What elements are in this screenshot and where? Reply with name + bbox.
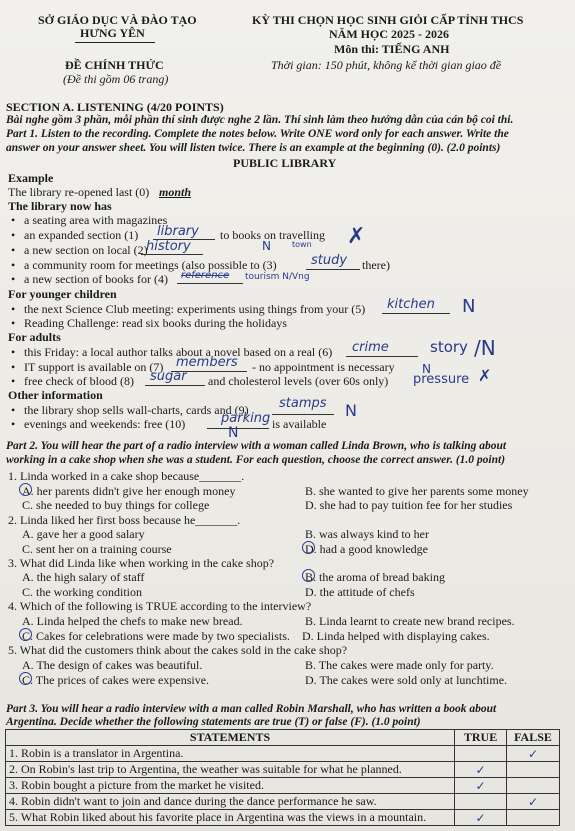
statement-text: 2. On Robin's last trip to Argentina, the weather was suitable for what he planned. — [6, 762, 455, 778]
header-official: ĐỀ CHÍNH THỨC — [65, 58, 164, 72]
answer-circle — [19, 483, 32, 496]
option[interactable]: D. had a good knowledge — [305, 542, 428, 556]
false-cell[interactable] — [507, 810, 560, 826]
option[interactable]: A. Linda helped the chefs to make new bread. — [22, 614, 243, 628]
true-cell[interactable] — [455, 746, 507, 762]
note-item: • Reading Challenge: read six books during the holidays — [24, 316, 287, 331]
handwritten-answer: crime — [352, 340, 389, 355]
option[interactable]: A. her parents didn't give her enough money — [22, 484, 236, 498]
note-item-post: - no appointment is necessary — [252, 360, 395, 374]
margin-note: pressure — [413, 372, 470, 387]
note-item-post: and cholesterol levels (over 60s only) — [208, 374, 389, 388]
header-exam-name: KỲ THI CHỌN HỌC SINH GIỎI CẤP TỈNH THCS — [252, 13, 524, 27]
option[interactable]: C. The prices of cakes were expensive. — [22, 673, 210, 687]
false-cell[interactable] — [507, 778, 560, 794]
note-item-post: to books on travelling — [220, 228, 325, 242]
part2-instruction-2: working in a cake shop when she was a student. For each question, choose the correct answer. (1.0 point) — [6, 454, 506, 466]
answer-circle — [19, 672, 32, 685]
table-row — [6, 794, 560, 810]
answer-circle — [302, 541, 315, 554]
table-header-row — [6, 730, 560, 746]
margin-note: N — [228, 425, 239, 441]
option[interactable]: C. the working condition — [22, 585, 142, 599]
true-cell[interactable]: ✓ — [455, 810, 507, 826]
question: 5. What did the customers think about the cakes sold in the cake shop? — [8, 643, 348, 657]
header-time: Thời gian: 150 phút, không kể thời gian giao đề — [271, 58, 502, 72]
notes-title: PUBLIC LIBRARY — [233, 156, 337, 170]
note-item: • the next Science Club meeting: experiments using things from your (5) — [24, 302, 365, 317]
option[interactable]: D. Linda helped with displaying cakes. — [302, 629, 490, 643]
pen-n-mark: /N — [474, 336, 496, 360]
handwritten-answer: stamps — [279, 396, 327, 411]
margin-note: N — [422, 362, 431, 376]
example-answer: month — [159, 185, 192, 199]
handwritten-answer: library — [157, 224, 199, 239]
header-school-year: NĂM HỌC 2025 - 2026 — [329, 27, 449, 41]
note-item-post: there) — [362, 258, 390, 272]
header-subject: Môn thi: TIẾNG ANH — [334, 42, 450, 56]
part1-instruction-2: answer on your answer sheet. You will listen twice. There is an example at the beginning (0). (2.0 points) — [6, 142, 501, 154]
other-label: Other information — [8, 388, 103, 402]
header-province: HƯNG YÊN — [80, 26, 145, 40]
note-item: • the library shop sells wall-charts, cards and (9) — [24, 403, 249, 418]
answer-blank[interactable] — [382, 313, 450, 314]
answer-blank[interactable] — [272, 414, 334, 415]
adults-label: For adults — [8, 330, 61, 344]
answer-blank[interactable] — [306, 269, 360, 270]
header-false: FALSE — [507, 730, 560, 746]
header-true: TRUE — [455, 730, 507, 746]
note-item: • a new section of books for (4) — [24, 272, 168, 287]
note-item: • a new section on local (2) — [24, 243, 148, 258]
example-label: Example — [8, 171, 54, 185]
table-row — [6, 778, 560, 794]
option[interactable]: D. she had to pay tuition fee for her studies — [305, 498, 513, 512]
header-divider — [75, 42, 155, 43]
section-title: SECTION A. LISTENING (4/20 POINTS) — [6, 100, 224, 114]
margin-note: town — [292, 240, 312, 249]
handwritten-answer: parking — [221, 411, 271, 426]
header-pages: (Đề thi gồm 06 trang) — [63, 72, 169, 86]
handwritten-answer: members — [176, 355, 238, 370]
margin-note: N — [345, 401, 357, 420]
answer-blank[interactable] — [141, 254, 203, 255]
handwritten-answer: kitchen — [387, 297, 435, 312]
option[interactable]: B. Linda learnt to create new brand recipes. — [305, 614, 515, 628]
false-cell[interactable] — [507, 762, 560, 778]
handwritten-answer: history — [146, 239, 191, 254]
pen-x-mark: ✗ — [478, 366, 492, 385]
option[interactable]: D. the attitude of chefs — [305, 585, 415, 599]
handwritten-answer: study — [311, 253, 348, 268]
option[interactable]: A. The design of cakes was beautiful. — [22, 658, 203, 672]
part3-instruction-2: Argentina. Decide whether the following statements are true (T) or false (F). (1.0 point) — [6, 716, 421, 728]
margin-note: story — [430, 338, 468, 356]
margin-note: tourism N/Vng — [245, 272, 310, 282]
answer-circle — [19, 628, 32, 641]
note-item: • a community room for meetings (also possible to (3) — [24, 258, 277, 273]
answer-circle — [302, 569, 315, 582]
note-item: • evenings and weekends: free (10) — [24, 417, 185, 432]
younger-label: For younger children — [8, 287, 117, 301]
option[interactable]: A. the high salary of staff — [22, 570, 145, 584]
question: 4. Which of the following is TRUE according to the interview? — [8, 599, 312, 613]
statement-text: 3. Robin bought a picture from the market he visited. — [6, 778, 455, 794]
true-cell[interactable] — [455, 794, 507, 810]
part2-instruction-1: Part 2. You will hear the part of a radio interview with a woman called Linda Brown, who is talking about — [6, 440, 507, 452]
note-item: • free check of blood (8) — [24, 374, 134, 389]
option[interactable]: C. sent her on a training course — [22, 542, 172, 556]
margin-note: N — [262, 239, 271, 253]
false-cell[interactable]: ✓ — [507, 794, 560, 810]
section-intro: Bài nghe gồm 3 phần, mỗi phần thí sinh được nghe 2 lần. Thí sinh làm theo hướng dẫn của cán bộ coi thi. — [6, 114, 514, 126]
table-row — [6, 746, 560, 762]
handwritten-answer: sugar — [150, 369, 187, 384]
note-item: • an expanded section (1) — [24, 228, 138, 243]
option[interactable]: B. was always kind to her — [305, 527, 429, 541]
now-has-label: The library now has — [8, 199, 112, 213]
table-row — [6, 810, 560, 826]
note-item: • this Friday: a local author talks about a novel based on a real (6) — [24, 345, 332, 360]
statements-table — [5, 729, 560, 826]
part1-instruction-1: Part 1. Listen to the recording. Complete the notes below. Write ONE word only for each answer. Write the — [6, 128, 509, 140]
question: 2. Linda liked her first boss because he_______. — [8, 513, 241, 527]
statement-text: 5. What Robin liked about his favorite place in Argentina was the views in a mountain. — [6, 810, 455, 826]
option[interactable]: B. The cakes were made only for party. — [305, 658, 494, 672]
handwritten-answer: reference — [181, 270, 230, 281]
pen-x-mark: ✗ — [347, 224, 366, 249]
table-row — [6, 762, 560, 778]
note-item: • IT support is available on (7) — [24, 360, 163, 375]
question: 3. What did Linda like when working in the cake shop? — [8, 556, 275, 570]
option[interactable]: A. gave her a good salary — [22, 527, 145, 541]
statement-text: 4. Robin didn't want to join and dance during the dance performance he saw. — [6, 794, 455, 810]
option[interactable]: C. Cakes for celebrations were made by two specialists. — [22, 629, 290, 643]
header-department: SỞ GIÁO DỤC VÀ ĐÀO TẠO — [38, 13, 197, 27]
option[interactable]: B. she wanted to give her parents some money — [305, 484, 529, 498]
note-item: • a seating area with magazines — [24, 213, 167, 228]
false-cell[interactable]: ✓ — [507, 746, 560, 762]
part3-instruction-1: Part 3. You will hear a radio interview with a man called Robin Marshall, who has written a book about — [6, 703, 497, 715]
question: 1. Linda worked in a cake shop because_______. — [8, 469, 245, 483]
option[interactable]: B. the aroma of bread baking — [305, 570, 445, 584]
note-item-post: is available — [272, 417, 327, 431]
answer-blank[interactable] — [346, 356, 418, 357]
true-cell[interactable]: ✓ — [455, 778, 507, 794]
option[interactable]: D. The cakes were sold only at lunchtime. — [305, 673, 508, 687]
example-text: The library re-opened last (0) — [8, 185, 150, 199]
answer-blank[interactable] — [145, 385, 205, 386]
margin-note: N — [462, 296, 476, 317]
statement-text: 1. Robin is a translator in Argentina. — [6, 746, 455, 762]
header-statements: STATEMENTS — [6, 730, 455, 746]
answer-blank[interactable] — [177, 283, 243, 284]
option[interactable]: C. she needed to buy things for college — [22, 498, 210, 512]
true-cell[interactable]: ✓ — [455, 762, 507, 778]
